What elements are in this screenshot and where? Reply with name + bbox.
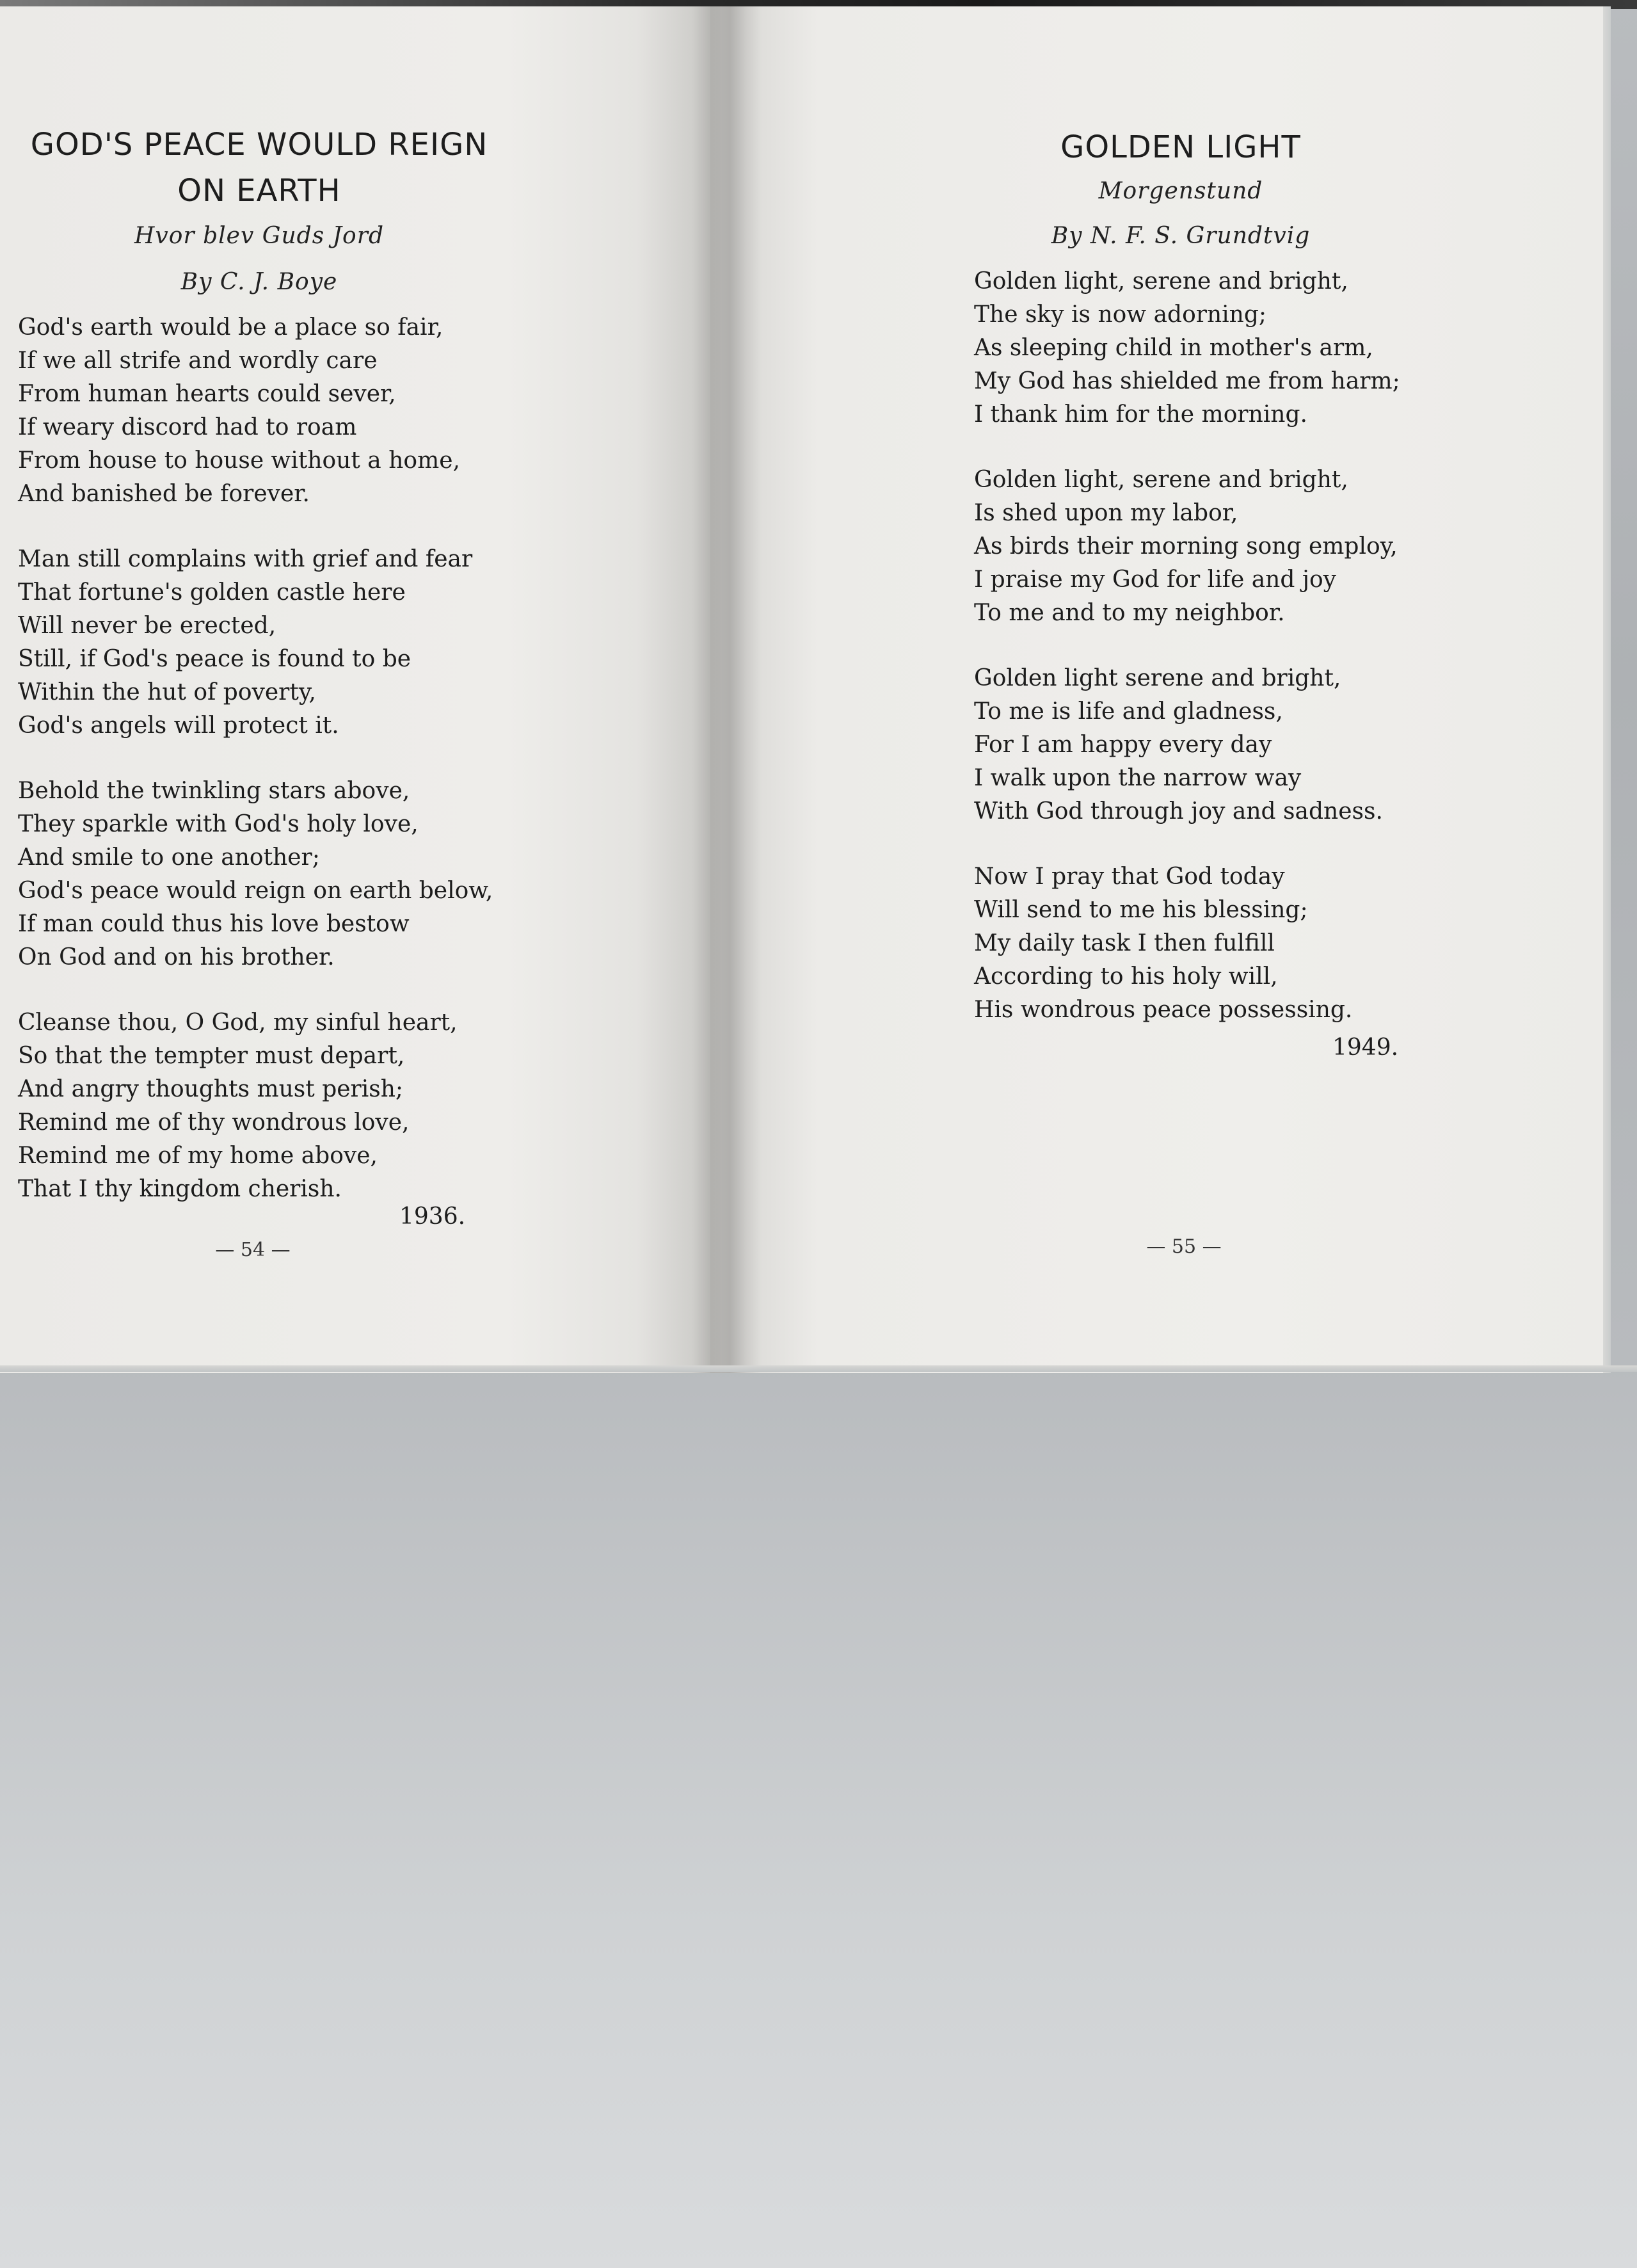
- right-title-line-1: GOLDEN LIGHT: [1060, 129, 1301, 165]
- verse-line: With God through joy and sadness.: [974, 798, 1383, 824]
- book-bottom-edge: [0, 1365, 1637, 1372]
- verse-line: As sleeping child in mother's arm,: [974, 335, 1373, 361]
- verse-line: So that the tempter must depart,: [18, 1043, 405, 1069]
- verse-line: My daily task I then fulfill: [974, 930, 1275, 956]
- verse-line: They sparkle with God's holy love,: [18, 811, 419, 837]
- right-stanza-2: [974, 463, 1400, 630]
- verse-line: On God and on his brother.: [18, 944, 335, 970]
- verse-line: Behold the twinkling stars above,: [18, 778, 410, 804]
- left-title-line-1: GOD'S PEACE WOULD REIGN: [30, 127, 488, 163]
- verse-line: His wondrous peace possessing.: [974, 997, 1353, 1023]
- right-stanza-4: [974, 860, 1400, 1027]
- left-page-title: [13, 122, 506, 214]
- verse-line: Man still complains with grief and fear: [18, 546, 473, 572]
- verse-line: According to his holy will,: [974, 963, 1278, 990]
- verse-line: Is shed upon my labor,: [974, 500, 1238, 526]
- verse-line: From human hearts could sever,: [18, 381, 396, 407]
- left-page-number: — 54 —: [215, 1239, 291, 1261]
- verse-line: And smile to one another;: [18, 844, 320, 871]
- verse-line: Now I pray that God today: [974, 864, 1285, 890]
- verse-line: And banished be forever.: [18, 481, 310, 507]
- verse-line: Still, if God's peace is found to be: [18, 646, 411, 672]
- open-book: [0, 6, 1637, 1373]
- left-stanza-3: [18, 775, 493, 974]
- verse-line: Remind me of thy wondrous love,: [18, 1109, 410, 1136]
- verse-line: God's peace would reign on earth below,: [18, 878, 493, 904]
- left-poem-body: [18, 311, 493, 1206]
- right-stanza-3: [974, 662, 1400, 828]
- verse-line: I praise my God for life and joy: [974, 567, 1337, 593]
- left-poem-year: 1936.: [399, 1203, 466, 1230]
- right-page-number: — 55 —: [1146, 1235, 1222, 1258]
- verse-line: As birds their morning song employ,: [974, 533, 1398, 559]
- verse-line: If man could thus his love bestow: [18, 911, 410, 937]
- verse-line: For I am happy every day: [974, 732, 1272, 758]
- verse-line: Will send to me his blessing;: [974, 897, 1308, 923]
- verse-line: God's angels will protect it.: [18, 712, 339, 739]
- verse-line: Remind me of my home above,: [18, 1143, 378, 1169]
- right-page-byline: By N. F. S. Grundtvig: [1051, 223, 1311, 249]
- verse-line: And angry thoughts must perish;: [18, 1076, 404, 1102]
- verse-line: That I thy kingdom cherish.: [18, 1176, 342, 1202]
- verse-line: My God has shielded me from harm;: [974, 368, 1400, 394]
- verse-line: The sky is now adorning;: [974, 302, 1267, 328]
- left-stanza-2: [18, 543, 493, 743]
- verse-line: If we all strife and wordly care: [18, 348, 378, 374]
- verse-line: God's earth would be a place so fair,: [18, 314, 443, 341]
- left-stanza-1: [18, 311, 493, 511]
- left-page-subtitle: Hvor blev Guds Jord: [134, 223, 384, 249]
- verse-line: Will never be erected,: [18, 613, 276, 639]
- verse-line: I walk upon the narrow way: [974, 765, 1302, 791]
- right-poem-body: [974, 265, 1400, 1027]
- right-page-subtitle: Morgenstund: [1098, 178, 1263, 204]
- right-stanza-1: [974, 265, 1400, 431]
- verse-line: Cleanse thou, O God, my sinful heart,: [18, 1009, 458, 1036]
- left-stanza-4: [18, 1006, 493, 1206]
- left-title-line-2: ON EARTH: [177, 173, 341, 209]
- right-page-edge: [1603, 6, 1611, 1373]
- verse-line: To me and to my neighbor.: [974, 600, 1285, 626]
- right-page-title: [998, 124, 1363, 170]
- verse-line: That fortune's golden castle here: [18, 579, 406, 606]
- verse-line: If weary discord had to roam: [18, 414, 357, 440]
- verse-line: Golden light serene and bright,: [974, 665, 1341, 691]
- verse-line: From house to house without a home,: [18, 447, 460, 474]
- left-page-byline: By C. J. Boye: [180, 269, 338, 295]
- right-poem-year: 1949.: [1332, 1034, 1399, 1061]
- verse-line: Golden light, serene and bright,: [974, 268, 1348, 294]
- verse-line: Golden light, serene and bright,: [974, 467, 1348, 493]
- verse-line: I thank him for the morning.: [974, 401, 1307, 428]
- book-gutter: [691, 6, 762, 1373]
- verse-line: Within the hut of poverty,: [18, 679, 316, 705]
- verse-line: To me is life and gladness,: [974, 698, 1283, 725]
